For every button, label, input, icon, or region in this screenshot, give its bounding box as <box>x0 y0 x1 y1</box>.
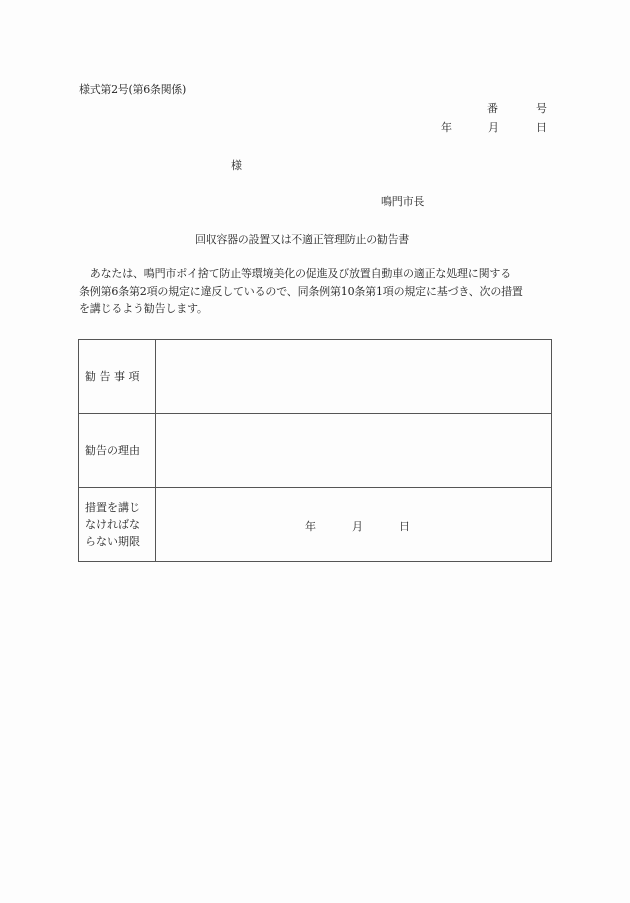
table-row-items <box>79 340 552 414</box>
deadline-year: 年 <box>305 520 316 533</box>
issuer: 鳴門市長 <box>381 195 425 208</box>
label-reason: 勧告の理由 <box>79 414 156 488</box>
deadline-day: 日 <box>399 520 410 533</box>
recommendation-table <box>78 339 552 562</box>
value-deadline[interactable] <box>156 488 552 562</box>
form-id: 様式第2号(第6条関係) <box>79 83 186 96</box>
value-items[interactable] <box>156 340 552 414</box>
body-line: あなたは、鳴門市ポイ捨て防止等環境美化の促進及び放置自動車の適正な処理に関する <box>79 267 511 280</box>
value-reason[interactable] <box>156 414 552 488</box>
body-text <box>79 265 559 318</box>
deadline-month: 月 <box>352 520 363 533</box>
date-year: 年 <box>441 121 452 134</box>
document-title: 回収容器の設置又は不適正管理防止の勧告書 <box>195 233 409 246</box>
body-line: を講じるよう勧告します。 <box>79 302 208 315</box>
label-deadline: 措置を講じ なければな らない期限 <box>79 488 156 562</box>
number-ban: 番 <box>487 102 498 115</box>
date-day: 日 <box>536 121 547 134</box>
date-month: 月 <box>488 121 499 134</box>
table-row-deadline <box>79 488 552 562</box>
addressee-suffix: 様 <box>231 159 242 172</box>
body-line: 条例第6条第2項の規定に違反しているので、同条例第10条第1項の規定に基づき、次の措置 <box>79 284 523 298</box>
table-row-reason <box>79 414 552 488</box>
number-go: 号 <box>536 102 547 115</box>
label-items: 勧 告 事 項 <box>79 340 156 414</box>
